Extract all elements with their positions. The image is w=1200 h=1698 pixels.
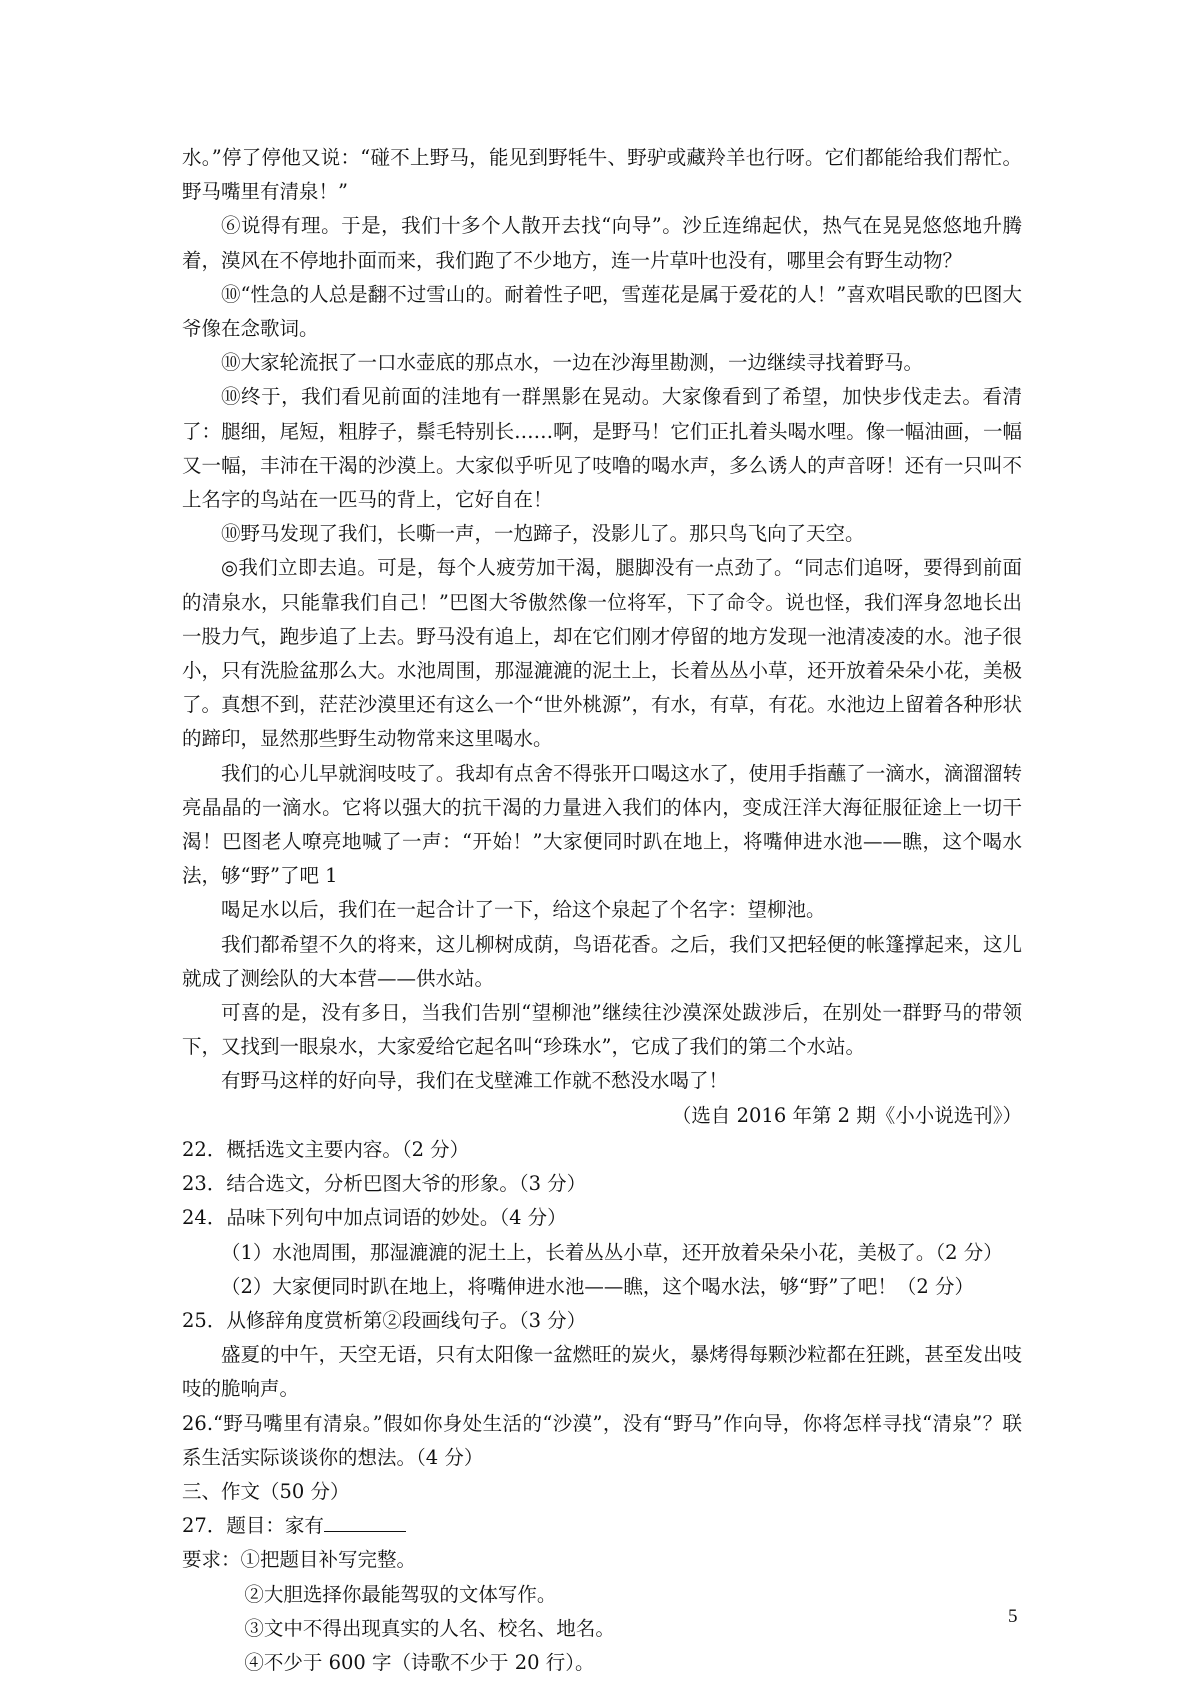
- passage-paragraph: ⑥说得有理。于是，我们十多个人散开去找“向导”。沙丘连绵起伏，热气在晃晃悠悠地升腾着，漠风在不停地扑面而来，我们跑了不少地方，连一片草叶也没有，哪里会有野生动物？: [182, 214, 1022, 272]
- question-24-part-2: （2）大家便同时趴在地上，将嘴伸进水池——瞧，这个喝水法，够“野”了吧！（2 分）: [221, 1274, 974, 1298]
- passage-paragraph: ⑩终于，我们看见前面的洼地有一群黑影在晃动。大家像看到了希望，加快步伐走去。看清了：腿细，尾短，粗脖子，鬃毛特别长……啊，是野马！它们正扎着头喝水哩。像一幅油画，一幅又一幅，丰沛在干渴的沙漠上。大家似乎听见了吱噜的喝水声，多么诱人的声音呀！还有一只叫不上名字的鸟站在一匹马的背上，它好自在！: [182, 385, 1022, 512]
- passage-paragraph: 喝足水以后，我们在一起合计了一下，给这个泉起了个名字：望柳池。: [221, 898, 826, 922]
- requirement-text: ①把题目补写完整。: [240, 1548, 417, 1572]
- passage-paragraph: ◎我们立即去追。可是，每个人疲劳加干渴，腿脚没有一点劲了。“同志们追呀，要得到前面的清泉水，只能靠我们自己！”巴图大爷傲然像一位将军，下了命令。说也怪，我们浑身忽地长出一股力气，跑步追了上去。野马没有追上，却在它们刚才停留的地方发现一池清凌凌的水。池子很小，只有洗脸盆那么大。水池周围，那湿漉漉的泥土上，长着丛丛小草，还开放着朵朵小花，美极了。真想不到，茫茫沙漠里还有这么一个“世外桃源”，有水，有草，有花。水池边上留着各种形状的蹄印，显然那些野生动物常来这里喝水。: [182, 556, 1022, 751]
- question-26: 26.“野马嘴里有清泉。”假如你身处生活的“沙漠”，没有“野马”作向导，你将怎样寻找“清泉”？联系生活实际谈谈你的想法。（4 分）: [182, 1411, 1022, 1469]
- passage-paragraph: ⑩大家轮流抿了一口水壶底的那点水，一边在沙海里勘测，一边继续寻找着野马。: [221, 351, 924, 375]
- passage-paragraph: ⑩“性急的人总是翻不过雪山的。耐着性子吧，雪莲花是属于爱花的人！”喜欢唱民歌的巴图大爷像在念歌词。: [182, 282, 1022, 341]
- page-content: [182, 141, 1022, 1680]
- composition-requirement-2: ②大胆选择你最能驾驭的文体写作。: [244, 1582, 557, 1606]
- question-24: 24．品味下列句中加点词语的妙处。（4 分）: [182, 1206, 567, 1230]
- question-24-part-1: （1）水池周围，那湿漉漉的泥土上，长着丛丛小草，还开放着朵朵小花，美极了。（2 分）: [221, 1240, 1003, 1264]
- composition-title: [182, 1509, 1022, 1543]
- passage-paragraph: 可喜的是，没有多日，当我们告别“望柳池”继续往沙漠深处跋涉后，在别处一群野马的带领下，又找到一眼泉水，大家爱给它起名叫“珍珠水”，它成了我们的第二个水站。: [182, 1001, 1022, 1059]
- title-blank: [324, 1509, 406, 1532]
- composition-title-prefix: 27．题目：家有: [182, 1514, 324, 1538]
- question-22: 22．概括选文主要内容。（2 分）: [182, 1137, 470, 1161]
- question-25-quote: 盛夏的中午，天空无语，只有太阳像一盆燃旺的炭火，暴烤得每颗沙粒都在狂跳，甚至发出吱吱的脆响声。: [182, 1343, 1022, 1401]
- composition-requirement-3: ③文中不得出现真实的人名、校名、地名。: [244, 1616, 615, 1640]
- composition-heading: 三、作文（50 分）: [182, 1479, 350, 1503]
- passage-source: （选自 2016 年第 2 期《小小说选刊》）: [671, 1103, 1022, 1127]
- passage-paragraph: ⑩野马发现了我们，长嘶一声，一尥蹄子，没影儿了。那只鸟飞向了天空。: [221, 522, 865, 546]
- passage-paragraph: 有野马这样的好向导，我们在戈壁滩工作就不愁没水喝了！: [221, 1069, 729, 1093]
- passage-paragraph: 我们都希望不久的将来，这儿柳树成荫，鸟语花香。之后，我们又把轻便的帐篷撑起来，这儿就成了测绘队的大本营——供水站。: [182, 932, 1022, 990]
- passage-paragraph: 我们的心儿早就润吱吱了。我却有点舍不得张开口喝这水了，使用手指蘸了一滴水，滴溜溜转亮晶晶的一滴水。它将以强大的抗干渴的力量进入我们的体内，变成汪洋大海征服征途上一切干渴！巴图老人嘹亮地喊了一声：“开始！”大家便同时趴在地上，将嘴伸进水池——瞧，这个喝水法，够“野”了吧 1: [182, 761, 1022, 888]
- requirements-label: 要求：: [182, 1548, 241, 1572]
- passage-paragraph: 水。”停了停他又说：“碰不上野马，能见到野牦牛、野驴或藏羚羊也行呀。它们都能给我们帮忙。野马嘴里有清泉！”: [182, 146, 1022, 204]
- composition-requirement-4: ④不少于 600 字（诗歌不少于 20 行）。: [244, 1650, 595, 1674]
- composition-requirement-1: [182, 1543, 1022, 1577]
- question-25: 25．从修辞角度赏析第②段画线句子。（3 分）: [182, 1308, 587, 1332]
- page-number: 5: [1008, 1606, 1018, 1627]
- question-23: 23．结合选文，分析巴图大爷的形象。（3 分）: [182, 1172, 587, 1196]
